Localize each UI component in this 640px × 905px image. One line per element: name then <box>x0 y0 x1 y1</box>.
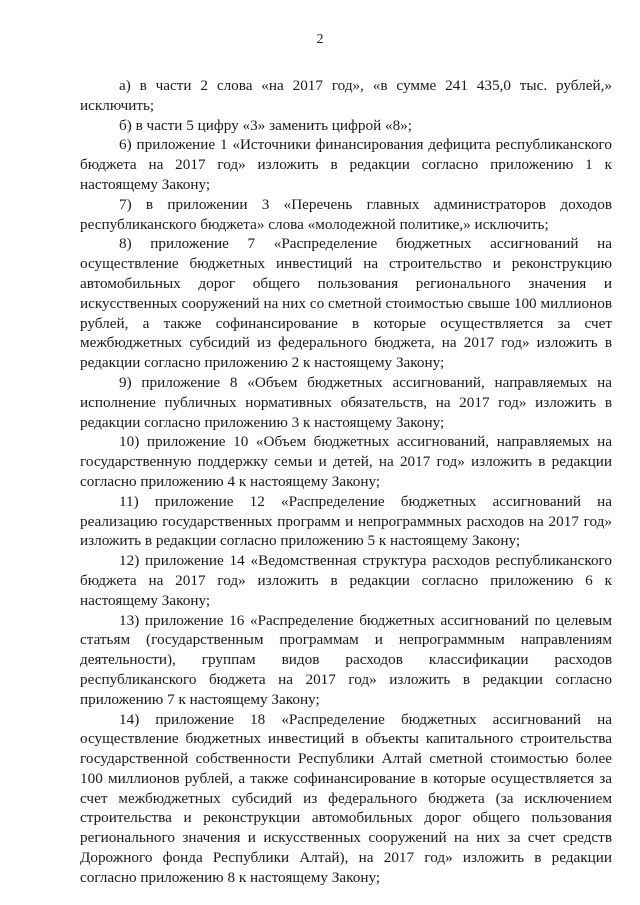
paragraph-a: а) в части 2 слова «на 2017 год», «в сумме 241 435,0 тыс. рублей,» исключить; <box>80 77 612 114</box>
page-number: 2 <box>316 32 324 47</box>
paragraph-13: 13) приложение 16 «Распределение бюджетных ассигнований по целевым статьям (государственным программам и непрограммным направлениям деятельности), группам видов расходов классификации расходов республиканского бюджета на 2017 год» изложить в редакции согласно приложению 7 к настоящему Закону; <box>80 611 612 708</box>
paragraph-9: 9) приложение 8 «Объем бюджетных ассигнований, направляемых на исполнение публичных нормативных обязательств, на 2017 год» изложить в редакции согласно приложению 3 к настоящему Закону; <box>80 373 612 431</box>
paragraph-14: 14) приложение 18 «Распределение бюджетных ассигнований на осуществление бюджетных инвестиций в объекты капитального строительства государственной собственности Республики Алтай сметной стоимостью более 100 миллионов рублей, а также софинансирование в которые осуществляется за счет межбюджетных субсидий из федерального бюджета (за исключением строительства и реконструкции автомобильных дорог общего пользования регионального значения и искусственных сооружений на них за счет средств Дорожного фонда Республики Алтай), на 2017 год» изложить в редакции согласно приложению 8 к настоящему Закону; <box>80 710 612 886</box>
paragraph-10: 10) приложение 10 «Объем бюджетных ассигнований, направляемых на государственную поддержку семьи и детей, на 2017 год» изложить в редакции согласно приложению 4 к настоящему Закону; <box>80 433 612 490</box>
paragraph-b: б) в части 5 цифру «3» заменить цифрой «8»; <box>119 116 412 134</box>
paragraph-12: 12) приложение 14 «Ведомственная структура расходов республиканского бюджета на 2017 год» изложить в редакции согласно приложению 6 к настоящему Закону; <box>80 552 612 609</box>
paragraph-6: 6) приложение 1 «Источники финансирования дефицита республиканского бюджета на 2017 год» изложить в редакции согласно приложению 1 к настоящему Закону; <box>80 136 612 193</box>
document-body <box>80 76 612 888</box>
paragraph-7: 7) в приложении 3 «Перечень главных администраторов доходов республиканского бюджета» слова «молодежной политике,» исключить; <box>80 195 612 233</box>
paragraph-8: 8) приложение 7 «Распределение бюджетных ассигнований на осуществление бюджетных инвестиций на строительство и реконструкцию автомобильных дорог общего пользования регионального значения и искусственных сооружений на них со сметной стоимостью свыше 100 миллионов рублей, а также софинансирование в которые осуществляется за счет межбюджетных субсидий из федерального бюджета, на 2017 год» изложить в редакции согласно приложению 2 к настоящему Закону; <box>80 235 612 372</box>
paragraph-11: 11) приложение 12 «Распределение бюджетных ассигнований на реализацию государственных программ и непрограммных расходов на 2017 год» изложить в редакции согласно приложению 5 к настоящему Закону; <box>80 492 612 550</box>
